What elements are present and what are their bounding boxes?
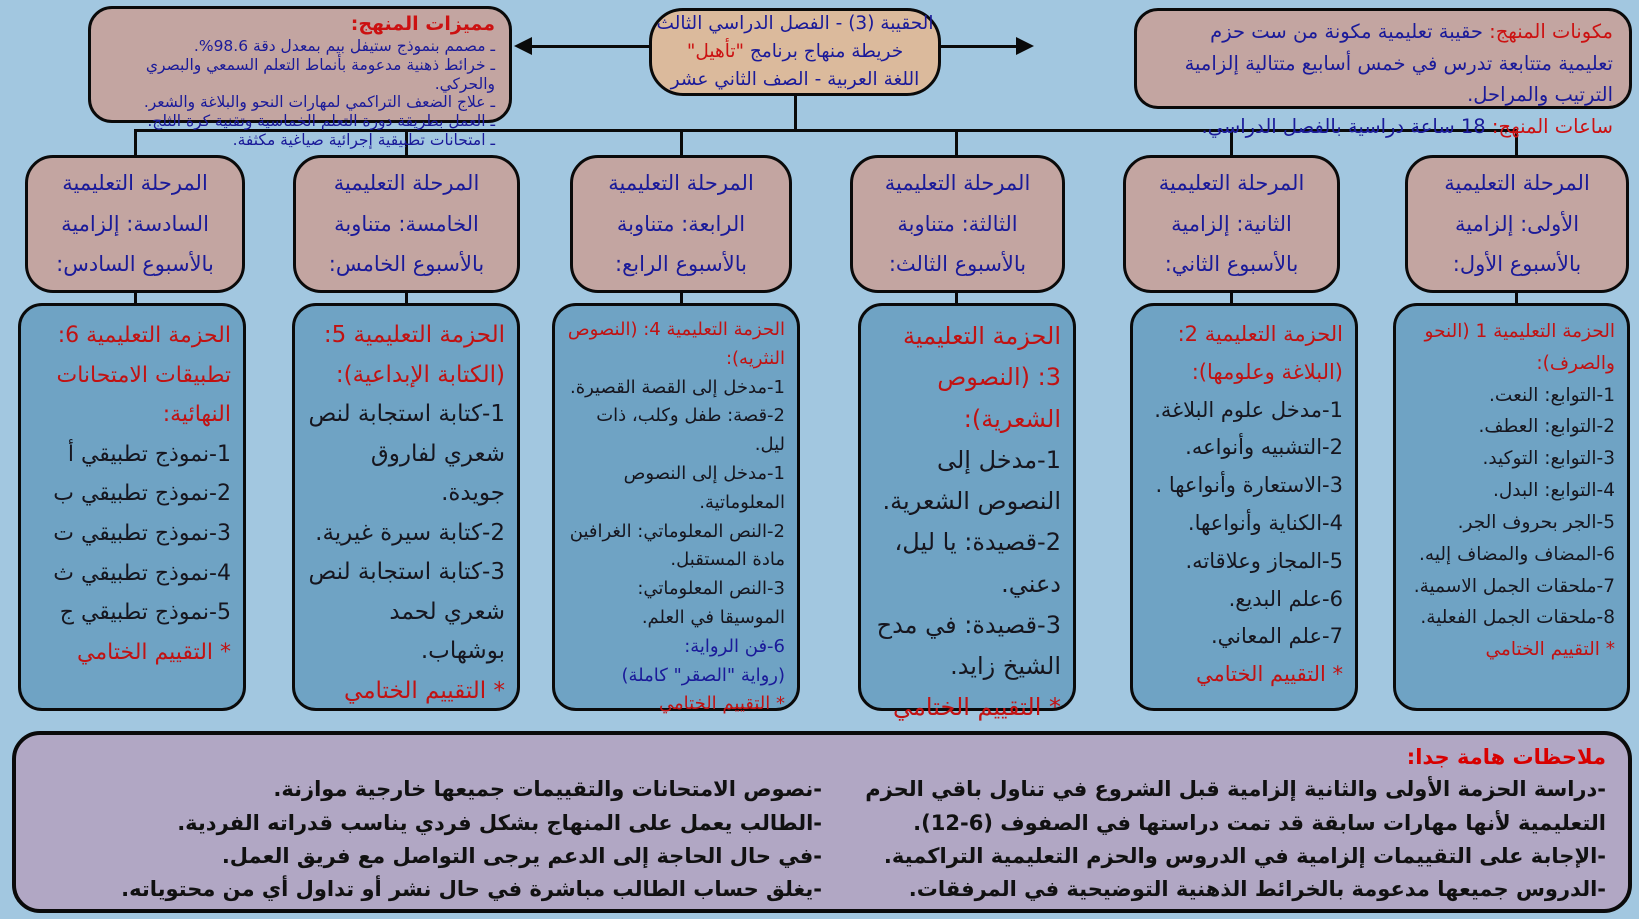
package-item: 4-الكناية وأنواعها. bbox=[1187, 510, 1343, 535]
package-item: 2-النص المعلوماتي: الغرافين مادة المستقبل. bbox=[569, 520, 785, 571]
stage-box-5: المرحلة التعليمية الخامسة: متناوبة بالأسبوع الخامس: bbox=[293, 155, 520, 293]
package-item: 8-ملحقات الجمل الفعلية. bbox=[1420, 607, 1615, 629]
note-item: -في حال الحاجة إلى الدعم يرجى التواصل مع فريق العمل. bbox=[221, 843, 822, 868]
package-box-5 bbox=[292, 303, 520, 711]
package-final-assessment: * التقييم الختامي bbox=[1485, 639, 1615, 661]
package-final-assessment: * التقييم الختامي bbox=[1196, 662, 1343, 687]
central-title-line2: خريطة منهاج برنامج "تأهيل" bbox=[686, 41, 904, 63]
program-name-highlight: "تأهيل" bbox=[686, 41, 745, 63]
notes-left-column bbox=[38, 773, 822, 906]
feature-item: ـ خرائط ذهنية مدعومة بأنماط التعلم السمعي والبصري والحركي. bbox=[145, 55, 495, 93]
note-item: -دراسة الحزمة الأولى والثانية إلزامية قبل الشروع في تناول باقي الحزم التعليمية لأنها مهارات سابقة قد تمت دراستها في الصفوف (6-12). bbox=[865, 777, 1606, 835]
features-title: مميزات المنهج: bbox=[350, 13, 495, 35]
package-item: 3-النص المعلوماتي: الموسيقا في العلم. bbox=[637, 578, 785, 628]
package-item: 5-الجر بحروف الجر. bbox=[1457, 511, 1615, 533]
package-item-novel-art: 6-فن الرواية: bbox=[684, 635, 785, 657]
hours-label: ساعات المنهج: bbox=[1491, 114, 1613, 138]
package-item: 1-كتابة استجابة لنص شعري لفاروق جويدة. bbox=[308, 401, 505, 507]
important-notes-box bbox=[12, 731, 1632, 913]
package-item: 3-كتابة استجابة لنص شعري لحمد بوشهاب. bbox=[308, 559, 505, 665]
feature-item: ـ امتحانات تطبيقية إجرائية صياغية مكثفة. bbox=[232, 131, 495, 150]
notes-title: ملاحظات هامة جدا: bbox=[1406, 745, 1606, 769]
package-item: 1-مدخل إلى القصة القصيرة. bbox=[569, 376, 785, 398]
arrow-right-icon bbox=[1016, 37, 1034, 55]
components-label: مكونات المنهج: bbox=[1489, 20, 1613, 43]
package-item: 4-التوابع: البدل. bbox=[1492, 480, 1615, 502]
package-item: 1-مدخل إلى النصوص المعلوماتية. bbox=[623, 462, 785, 513]
hours-text: ساعات المنهج: 18 ساعة دراسية بالفصل الدراسي. bbox=[1201, 114, 1613, 138]
package-4-title: الحزمة التعليمية 4: (النصوص النثريه): bbox=[567, 319, 785, 369]
package-final-assessment: * التقييم الختامي bbox=[77, 639, 231, 665]
package-item: 2-قصة: طفل وكلب، ذات ليل. bbox=[596, 405, 785, 456]
package-item-novel-note: (رواية "الصقر" كاملة) bbox=[621, 664, 785, 686]
package-item: 2-التشبيه وأنواعه. bbox=[1185, 435, 1343, 460]
package-item: 2-قصيدة: يا ليل، دعني. bbox=[894, 528, 1061, 598]
stage-box-1: المرحلة التعليمية الأولى: إلزامية بالأسبوع الأول: bbox=[1405, 155, 1629, 293]
central-title-line3: اللغة العربية - الصف الثاني عشر bbox=[670, 68, 920, 90]
feature-item: ـ علاج الضعف التراكمي لمهارات النحو والبلاغة والشعر. bbox=[143, 93, 495, 112]
components-box bbox=[1134, 8, 1632, 138]
package-item: 1-التوابع: النعت. bbox=[1489, 384, 1615, 406]
package-box-2 bbox=[1130, 303, 1358, 711]
package-item: 2-التوابع: العطف. bbox=[1478, 416, 1615, 438]
feature-item: ـ مصمم بنموذج ستيفل بيم بمعدل دقة 98.6%. bbox=[193, 36, 495, 55]
note-item: -الطالب يعمل على المنهاج بشكل فردي يناسب قدراته الفردية. bbox=[177, 810, 822, 835]
components-text: مكونات المنهج: حقيبة تعليمية مكونة من ست حزم تعليمية متتابعة تدرس في خمس أسابيع متتالية إلزامية الترتيب والمراحل. bbox=[1184, 20, 1613, 107]
arrow-left-icon bbox=[514, 37, 532, 55]
package-item: 4-نموذج تطبيقي ث bbox=[53, 560, 231, 586]
package-box-6 bbox=[18, 303, 246, 711]
package-final-assessment: * التقييم الختامي bbox=[659, 693, 785, 715]
package-box-3 bbox=[858, 303, 1076, 722]
package-final-assessment: * التقييم الختامي bbox=[344, 677, 505, 704]
package-box-1 bbox=[1393, 303, 1630, 711]
package-item: 3-نموذج تطبيقي ت bbox=[53, 520, 231, 546]
connector-left-arrow-line bbox=[530, 45, 649, 48]
package-item: 1-مدخل إلى النصوص الشعرية. bbox=[882, 445, 1061, 516]
package-item: 5-نموذج تطبيقي ج bbox=[59, 600, 231, 626]
package-item: 7-ملحقات الجمل الاسمية. bbox=[1413, 575, 1615, 597]
connector-drop-stage-4 bbox=[680, 129, 683, 157]
package-item: 5-المجاز وعلاقاته. bbox=[1185, 548, 1343, 573]
package-item: 3-التوابع: التوكيد. bbox=[1482, 448, 1615, 470]
stage-box-4: المرحلة التعليمية الرابعة: متناوبة بالأسبوع الرابع: bbox=[570, 155, 792, 293]
package-item: 3-قصيدة: في مدح الشيخ زايد. bbox=[876, 610, 1061, 681]
note-item: -الدروس جميعها مدعومة بالخرائط الذهنية التوضيحية في المرفقات. bbox=[908, 876, 1606, 901]
note-item: -نصوص الامتحانات والتقييمات جميعها خارجية موازنة. bbox=[273, 777, 822, 802]
note-item: -يغلق حساب الطالب مباشرة في حال نشر أو تداول أي من محتوياته. bbox=[121, 876, 822, 901]
stage-box-6: المرحلة التعليمية السادسة: إلزامية بالأسبوع السادس: bbox=[25, 155, 245, 293]
package-6-title: الحزمة التعليمية 6: تطبيقات الامتحانات النهائية: bbox=[56, 323, 231, 428]
package-5-title: الحزمة التعليمية 5: (الكتابة الإبداعية): bbox=[323, 322, 505, 388]
connector-right-arrow-line bbox=[941, 45, 1017, 48]
central-title-box bbox=[649, 8, 941, 96]
package-box-4 bbox=[552, 303, 800, 715]
package-item: 1-نموذج تطبيقي أ bbox=[67, 441, 231, 467]
features-box bbox=[88, 6, 512, 150]
package-item: 1-مدخل علوم البلاغة. bbox=[1154, 397, 1343, 422]
note-item: -الإجابة على التقييمات إلزامية في الدروس والحزم التعليمية التراكمية. bbox=[883, 843, 1606, 868]
package-final-assessment: * التقييم الختامي bbox=[893, 693, 1061, 722]
package-item: 2-نموذج تطبيقي ب bbox=[53, 481, 231, 507]
stage-box-2: المرحلة التعليمية الثانية: إلزامية بالأسبوع الثاني: bbox=[1123, 155, 1340, 293]
notes-right-column bbox=[822, 773, 1606, 906]
package-item: 2-كتابة سيرة غيرية. bbox=[315, 519, 505, 546]
package-item: 3-الاستعارة وأنواعها . bbox=[1155, 473, 1343, 498]
package-item: 6-المضاف والمضاف إليه. bbox=[1419, 543, 1615, 565]
feature-item: ـ العمل بطريقة دورة التعلم الخماسية وتقنية كرة الثلج. bbox=[147, 112, 495, 131]
notes-columns bbox=[38, 773, 1606, 906]
central-title-line1: الحقيبة (3) - الفصل الدراسي الثالث bbox=[656, 13, 934, 35]
package-item: 6-علم البديع. bbox=[1228, 586, 1343, 611]
connector-center-drop bbox=[794, 95, 797, 132]
connector-drop-stage-3 bbox=[955, 129, 958, 157]
package-1-title: الحزمة التعليمية 1 (النحو والصرف): bbox=[1424, 321, 1615, 374]
package-2-title: الحزمة التعليمية 2: (البلاغة وعلومها): bbox=[1177, 322, 1343, 384]
package-item: 7-علم المعاني. bbox=[1210, 624, 1343, 649]
package-3-title: الحزمة التعليمية 3: (النصوص الشعرية): bbox=[902, 322, 1061, 433]
stage-box-3: المرحلة التعليمية الثالثة: متناوبة بالأسبوع الثالث: bbox=[850, 155, 1065, 293]
